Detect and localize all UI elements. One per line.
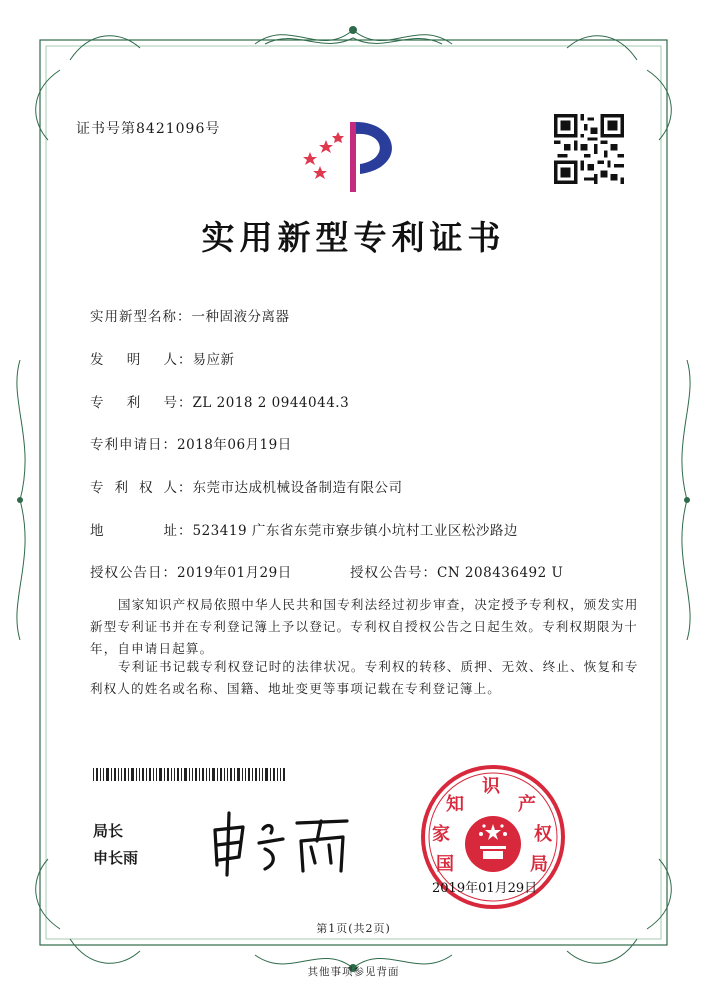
svg-text:知: 知 (446, 794, 464, 815)
grant-number-value: CN 208436492 U (437, 565, 564, 581)
svg-text:识: 识 (482, 776, 500, 797)
paragraph-2-line-2: 利权人的姓名或名称、国籍、地址变更等事项记载在专利登记簿上。 (90, 681, 502, 696)
grant-number-label: 授权公告号： (350, 565, 437, 581)
patent-office-logo-icon (298, 112, 416, 196)
utility-name-value: 一种固液分离器 (191, 309, 290, 325)
paragraph-1-line-1: 国家知识产权局依照中华人民共和国专利法经过初步审查，决定授予专利权，颁发实用 (118, 597, 639, 612)
address-label: 地 址 (90, 523, 178, 539)
page-number: 第1页(共2页) (316, 922, 391, 935)
inventor-row: 发 明 人 ：易应新 (90, 348, 235, 368)
svg-text:国: 国 (436, 854, 454, 875)
seal-date: 2019年01月29日 (432, 881, 538, 896)
filing-date-value: 2018年06月19日 (177, 437, 292, 453)
patentee-row: 专 利 权 人 ：东莞市达成机械设备制造有限公司 (90, 476, 403, 496)
signatory-name: 申长雨 (93, 849, 139, 867)
svg-text:局: 局 (530, 854, 548, 875)
filing-date-row (90, 433, 292, 453)
patentee-value: 东莞市达成机械设备制造有限公司 (192, 480, 403, 496)
utility-name-label: 实用新型名称： (90, 309, 192, 325)
address-value: 523419 广东省东莞市寮步镇小坑村工业区松沙路边 (192, 523, 518, 539)
grant-date-label: 授权公告日： (90, 565, 177, 581)
paragraph-2-line-1: 专利证书记载专利权登记时的法律状况。专利权的转移、质押、无效、终止、恢复和专 (118, 659, 639, 674)
patent-number-label: 专 利 号 (90, 395, 178, 411)
patent-number-row: 专 利 号 ：ZL 2018 2 0944044.3 (90, 391, 349, 411)
patent-number-value: ZL 2018 2 0944044.3 (192, 395, 350, 411)
page-title: 实用新型专利证书 (201, 218, 506, 257)
patentee-label: 专 利 权 人 (90, 480, 178, 496)
paragraph-1-line-3: 年，自申请日起算。 (90, 641, 214, 656)
address-row: 地 址 ：523419 广东省东莞市寮步镇小坑村工业区松沙路边 (90, 519, 518, 539)
footnote: 其他事项参见背面 (307, 966, 400, 978)
grant-number-row (350, 561, 563, 581)
barcode-strip (93, 768, 285, 781)
handwritten-signature (205, 805, 355, 880)
svg-text:权: 权 (534, 824, 552, 845)
paragraph-1-line-2: 新型专利证书并在专利登记簿上予以登记。专利权自授权公告之日起生效。专利权期限为十 (90, 619, 639, 634)
qr-code-icon (554, 114, 624, 184)
filing-date-label: 专利申请日： (90, 437, 177, 453)
svg-text:家: 家 (432, 824, 450, 845)
utility-name-row (90, 305, 290, 325)
inventor-value: 易应新 (192, 352, 235, 368)
signatory-role: 局长 (93, 822, 124, 840)
grant-date-value: 2019年01月29日 (177, 565, 292, 581)
svg-text:产: 产 (518, 794, 536, 815)
grant-date-row (90, 561, 292, 581)
certificate-number: 证书号第8421096号 (76, 121, 221, 137)
inventor-label: 发 明 人 (90, 352, 178, 368)
